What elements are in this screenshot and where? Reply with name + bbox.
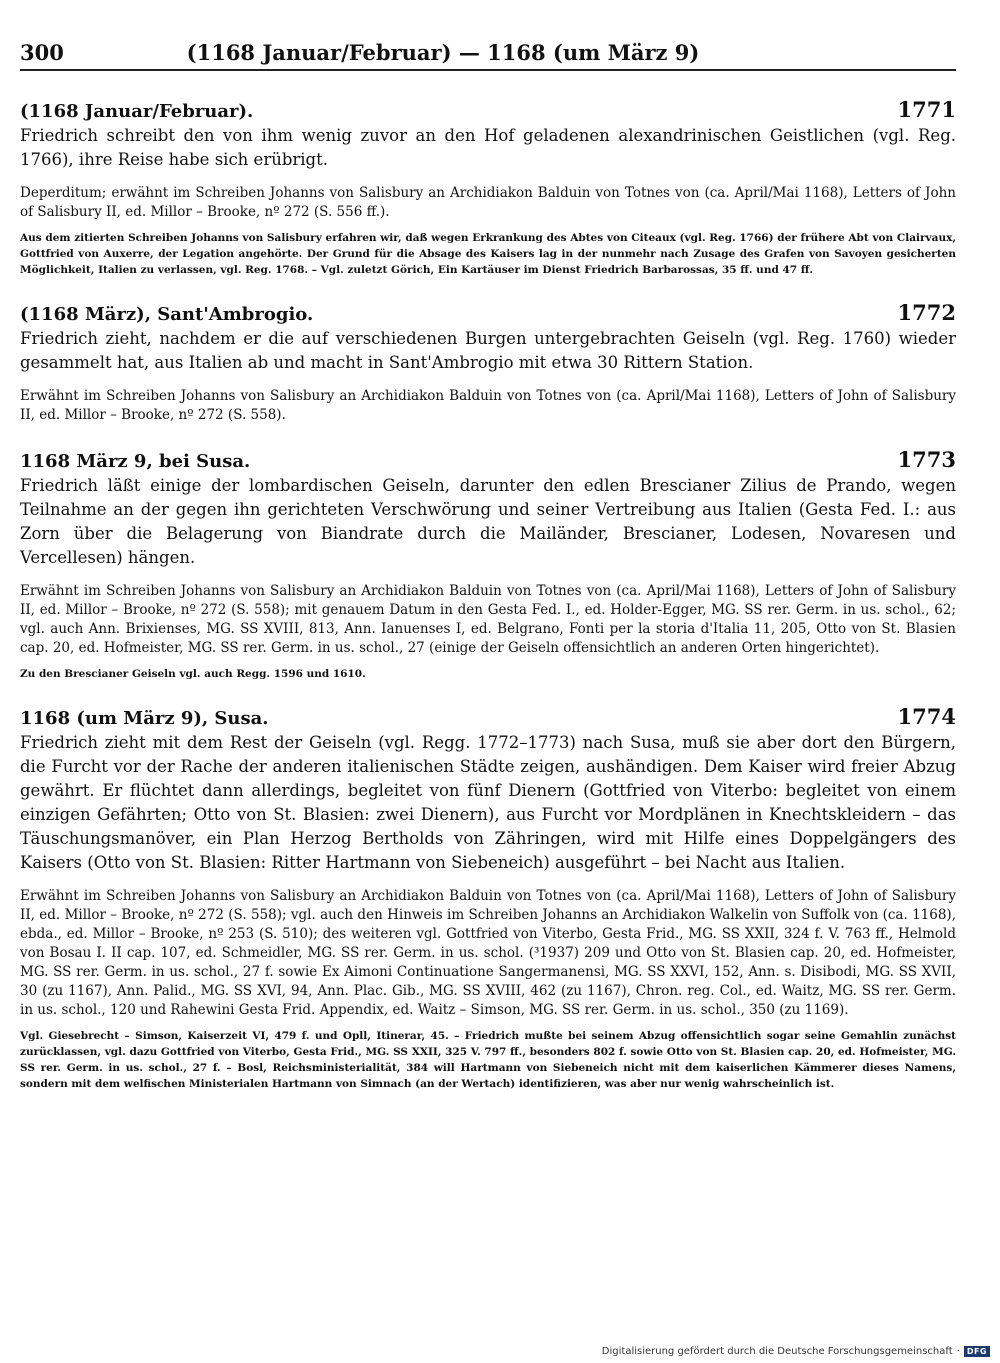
entry-number: 1774 <box>897 704 956 729</box>
regest-entry <box>20 300 956 425</box>
entry-source: Deperditum; erwähnt im Schreiben Johanns von Salisbury an Archidiakon Balduin von Totnes von (ca. April/Mai 1168), Letters of John of Salisbury II, ed. Millor – Brooke, nº 272 (S. 556 ff.). <box>20 185 956 220</box>
entry-heading <box>20 704 956 729</box>
page-number: 300 <box>20 40 64 65</box>
entry-heading <box>20 97 956 122</box>
entry-date-place: (1168 März), Sant'Ambrogio. <box>20 304 314 325</box>
entry-comment: Zu den Brescianer Geiseln vgl. auch Regg. 1596 und 1610. <box>20 668 366 680</box>
document-page <box>20 40 956 1114</box>
entry-number: 1771 <box>897 97 956 122</box>
funding-note: Digitalisierung gefördert durch die Deutsche Forschungsgemeinschaft <box>601 1346 953 1357</box>
dfg-logo-icon: DFG <box>964 1346 990 1357</box>
entry-date-place: 1168 (um März 9), Susa. <box>20 708 269 729</box>
entry-heading <box>20 447 956 472</box>
entry-source: Erwähnt im Schreiben Johanns von Salisbury an Archidiakon Balduin von Totnes von (ca. April/Mai 1168), Letters of John of Salisbury II, ed. Millor – Brooke, nº 272 (S. 558). <box>20 388 956 423</box>
entry-source: Erwähnt im Schreiben Johanns von Salisbury an Archidiakon Balduin von Totnes von (ca. April/Mai 1168), Letters of John of Salisbury II, ed. Millor – Brooke, nº 272 (S. 558); vgl. auch den Hinweis im Schreiben Johanns an Archidiakon Walkelin von Suffolk von (ca. 1168), ebda., ed. Millor – Brooke, nº 253 (S. 510); des weiteren vgl. Gottfried von Viterbo, Gesta Frid., MG. SS XXII, 324 f. V. 763 ff., Helmold von Bosau I. II cap. 107, ed. Schmeidler, MG. SS rer. Germ. in us. schol. (³1937) 209 und Otto von St. Blasien cap. 20, ed. Hofmeister, MG. SS rer. Germ. in us. schol., 27 f. sowie Ex Aimoni Continuatione Sangermanensi, MG. SS XXVI, 152, Ann. s. Disibodi, MG. SS XVII, 30 (zu 1167), Ann. Palid., MG. SS XVI, 94, Ann. Plac. Gib., MG. SS XVIII, 462 (zu 1167), Chron. reg. Col., ed. Waitz, MG. SS rer. Germ. in us. schol., 120 und Rahewini Gesta Frid. Appendix, ed. Waitz – Simson, MG. SS rer. Germ. in us. schol., 350 (zu 1169). <box>20 888 956 1018</box>
entry-comment: Aus dem zitierten Schreiben Johanns von Salisbury erfahren wir, daß wegen Erkrankung des Abtes von Citeaux (vgl. Reg. 1766) der frühere Abt von Clairvaux, Gottfried von Auxerre, der Legation angehörte. Der Grund für die Absage des Kaisers lag in der nunmehr nach Zusage des Grafen von Savoyen gesicherten Möglichkeit, Italien zu verlassen, vgl. Reg. 1768. – Vgl. zuletzt Görich, Ein Kartäuser im Dienst Friedrich Barbarossas, 35 ff. und 47 ff. <box>20 232 956 276</box>
regest-entry <box>20 447 956 682</box>
entry-summary: Friedrich zieht, nachdem er die auf verschiedenen Burgen untergebrachten Geiseln (vgl. Reg. 1760) wieder gesammelt hat, aus Italien ab und macht in Sant'Ambrogio mit etwa 30 Rittern Station. <box>20 329 956 372</box>
entry-source: Erwähnt im Schreiben Johanns von Salisbury an Archidiakon Balduin von Totnes von (ca. April/Mai 1168), Letters of John of Salisbury II, ed. Millor – Brooke, nº 272 (S. 558); mit genauem Datum in den Gesta Fed. I., ed. Holder-Egger, MG. SS rer. Germ. in us. schol., 62; vgl. auch Ann. Brixienses, MG. SS XVIII, 813, Ann. Ianuenses I, ed. Belgrano, Fonti per la storia d'Italia 11, 205, Otto von St. Blasien cap. 20, ed. Hofmeister, MG. SS rer. Germ. in us. schol., 27 (einige der Geiseln offensichtlich an anderen Orten hingerichtet). <box>20 583 956 656</box>
entry-number: 1773 <box>897 447 956 472</box>
running-title: (1168 Januar/Februar) — 1168 (um März 9) <box>186 40 700 65</box>
entry-number: 1772 <box>897 300 956 325</box>
entry-date-place: (1168 Januar/Februar). <box>20 101 254 122</box>
regest-entry <box>20 97 956 278</box>
digitization-footer: Digitalisierung gefördert durch die Deutsche Forschungsgemeinschaft · DFG <box>602 1346 990 1357</box>
regest-entry <box>20 704 956 1092</box>
entry-summary: Friedrich zieht mit dem Rest der Geiseln (vgl. Regg. 1772–1773) nach Susa, muß sie aber dort den Bürgern, die Furcht vor der Rache der anderen italienischen Städte zeigen, aushändigen. Dem Kaiser wird freier Abzug gewährt. Er flüchtet dann allerdings, begleitet von fünf Dienern (Gottfried von Viterbo: begleitet von einem einzigen Gefährten; Otto von St. Blasien: zwei Dienern), aus Furcht vor Mordplänen in Knechtskleidern – das Täuschungsmanöver, ein Plan Herzog Bertholds von Zähringen, wird mit Hilfe eines Doppelgängers des Kaisers (Otto von St. Blasien: Ritter Hartmann von Siebeneich) ausgeführt – bei Nacht aus Italien. <box>20 733 956 872</box>
entry-summary: Friedrich läßt einige der lombardischen Geiseln, darunter den edlen Brescianer Zilius de Prando, wegen Teilnahme an der gegen ihn gerichteten Verschwörung und seiner Vertreibung aus Italien (Gesta Fed. I.: aus Zorn über die Belagerung von Biandrate durch die Mailänder, Brescianer, Lodesen, Novaresen und Vercellesen) hängen. <box>20 476 956 567</box>
entry-comment: Vgl. Giesebrecht – Simson, Kaiserzeit VI, 479 f. und Opll, Itinerar, 45. – Friedrich mußte bei seinem Abzug offensichtlich sogar seine Gemahlin zunächst zurücklassen, vgl. dazu Gottfried von Viterbo, Gesta Frid., MG. SS XXII, 325 V. 797 ff., besonders 802 f. sowie Otto von St. Blasien cap. 20, ed. Hofmeister, MG. SS rer. Germ. in us. schol., 27 f. – Bosl, Reichsministerialität, 384 will Hartmann von Siebeneich nicht mit dem kaiserlichen Kämmerer dieses Namens, sondern mit dem welfischen Ministerialen Hartmann von Simnach (an der Wertach) identifizieren, was aber nur wenig wahrscheinlich ist. <box>20 1030 956 1090</box>
page-header <box>20 40 956 71</box>
entry-summary: Friedrich schreibt den von ihm wenig zuvor an den Hof geladenen alexandrinischen Geistlichen (vgl. Reg. 1766), ihre Reise habe sich erübrigt. <box>20 126 956 169</box>
entry-heading <box>20 300 956 325</box>
entry-date-place: 1168 März 9, bei Susa. <box>20 451 251 472</box>
